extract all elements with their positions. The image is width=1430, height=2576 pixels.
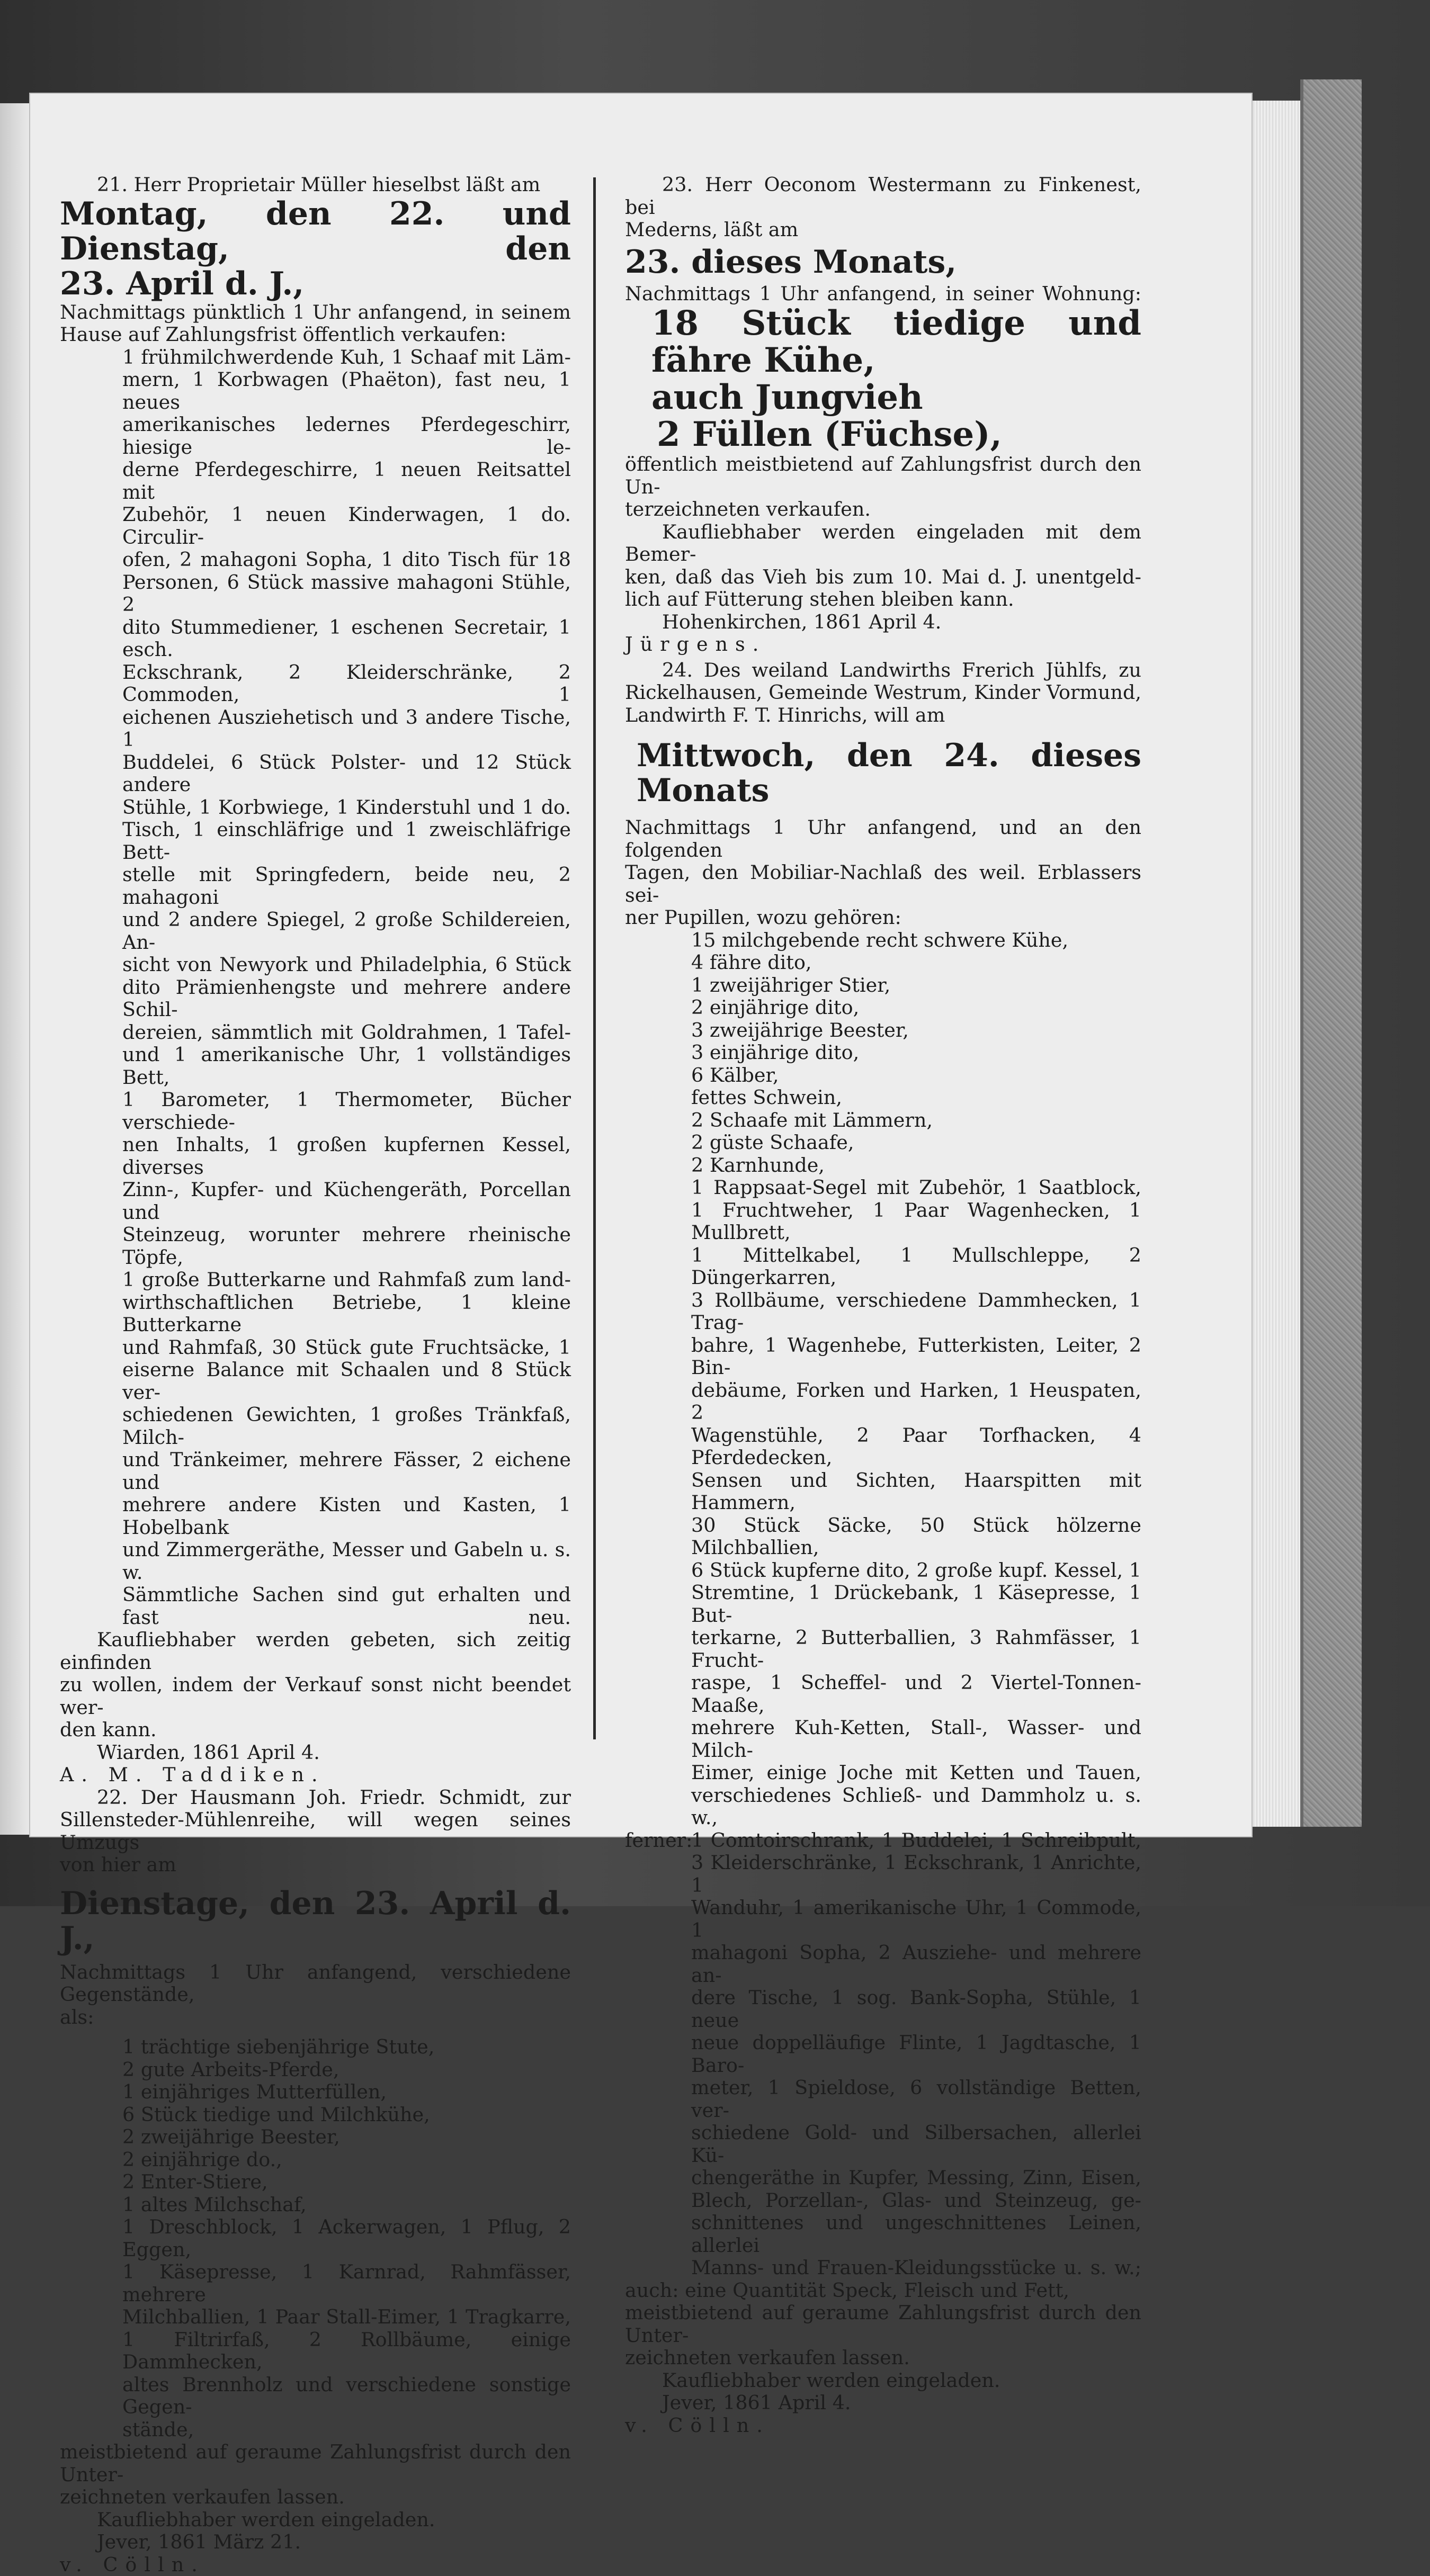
ad-24-intro: 24. Des weiland Landwirths Frerich Jühlfs, zu <box>625 659 1141 682</box>
ad-24-close: zeichneten verkaufen lassen. <box>625 2347 1141 2369</box>
ad-23-note: Kaufliebhaber werden eingeladen mit dem Bemer- <box>625 521 1141 566</box>
ad-21-date-line-2: 23. April d. J., <box>60 266 571 301</box>
list-item: dito Stummediener, 1 eschenen Secretair, 1 esch. <box>122 616 571 661</box>
ad-23-headline-youngstock: auch Jungvieh <box>651 379 1141 416</box>
ad-24-body: Nachmittags 1 Uhr anfangend, und an den folgenden <box>625 816 1141 861</box>
ad-24-close: meistbietend auf geraume Zahlungsfrist durch den Unter- <box>625 2302 1141 2347</box>
ad-22-intro: Sillensteder-Mühlenreihe, will wegen seines Umzugs <box>60 1809 571 1854</box>
list-item: Eimer, einige Joche mit Ketten und Tauen, <box>691 1762 1141 1784</box>
list-item: Zubehör, 1 neuen Kinderwagen, 1 do. Circulir- <box>122 504 571 549</box>
ad-22-body: Nachmittags 1 Uhr anfangend, verschiedene Gegenstände, <box>60 1961 571 2006</box>
ad-23-body: Nachmittags 1 Uhr anfangend, in seiner Wohnung: <box>625 283 1141 306</box>
ad-21-close: den kann. <box>60 1719 571 1742</box>
ad-24-body: Tagen, den Mobiliar-Nachlaß des weil. Erblassers sei- <box>625 861 1141 906</box>
list-item: Sämmtliche Sachen sind gut erhalten und fast neu. <box>122 1584 571 1629</box>
ad-23-body: öffentlich meistbietend auf Zahlungsfrist durch den Un- <box>625 453 1141 498</box>
ad-22-close: meistbietend auf geraume Zahlungsfrist durch den Unter- <box>60 2441 571 2486</box>
list-item: 1 einjähriges Mutterfüllen, <box>122 2081 571 2104</box>
list-item: Buddelei, 6 Stück Polster- und 12 Stück andere <box>122 751 571 796</box>
list-item: Personen, 6 Stück massive mahagoni Stühle, 2 <box>122 571 571 616</box>
ad-24-place-date: Jever, 1861 April 4. <box>625 2392 1141 2415</box>
ad-24-items <box>691 929 1141 1829</box>
list-item: dito Prämienhengste und mehrere andere Schil- <box>122 976 571 1021</box>
list-item: 2 gute Arbeits-Pferde, <box>122 2059 571 2081</box>
list-item: 6 Kälber, <box>691 1064 1141 1087</box>
list-item: und Tränkeimer, mehrere Fässer, 2 eichene und <box>122 1449 571 1494</box>
list-item: 1 frühmilchwerdende Kuh, 1 Schaaf mit Läm- <box>122 346 571 369</box>
ad-21-body: Nachmittags pünktlich 1 Uhr anfangend, in seinem <box>60 301 571 324</box>
list-item: Sensen und Sichten, Haarspitten mit Hammern, <box>691 1469 1141 1514</box>
left-column <box>60 174 571 2576</box>
right-column <box>625 174 1141 2437</box>
ad-22-signature: v. Cölln. <box>60 2554 571 2576</box>
list-item: Wagenstühle, 2 Paar Torfhacken, 4 Pferdedecken, <box>691 1424 1141 1469</box>
list-item: chengeräthe in Kupfer, Messing, Zinn, Eisen, <box>691 2167 1141 2189</box>
list-item: 1 Mittelkabel, 1 Mullschleppe, 2 Düngerkarren, <box>691 1244 1141 1289</box>
ad-22-invite: Kaufliebhaber werden eingeladen. <box>60 2509 571 2532</box>
list-item: 1 altes Milchschaf, <box>122 2194 571 2216</box>
list-item: wirthschaftlichen Betriebe, 1 kleine Butterkarne <box>122 1291 571 1336</box>
list-item: mehrere Kuh-Ketten, Stall-, Wasser- und Milch- <box>691 1717 1141 1762</box>
list-item: mehrere andere Kisten und Kasten, 1 Hobelbank <box>122 1494 571 1539</box>
ad-23-date-line: 23. dieses Monats, <box>625 245 1141 280</box>
ad-23-body: terzeichneten verkaufen. <box>625 498 1141 521</box>
list-item: 1 trächtige siebenjährige Stute, <box>122 2036 571 2059</box>
list-item: und Zimmergeräthe, Messer und Gabeln u. s. w. <box>122 1539 571 1584</box>
list-item: fettes Schwein, <box>691 1087 1141 1109</box>
list-item: meter, 1 Spieldose, 6 vollständige Betten, ver- <box>691 2077 1141 2122</box>
list-item: stände, <box>122 2419 571 2442</box>
ad-22-intro: 22. Der Hausmann Joh. Friedr. Schmidt, zur <box>60 1787 571 1809</box>
list-item: neue doppelläufige Flinte, 1 Jagdtasche, 1 Baro- <box>691 2032 1141 2077</box>
ad-24-date-line: Mittwoch, den 24. dieses Monats <box>637 738 1141 808</box>
ad-23-place-date: Hohenkirchen, 1861 April 4. <box>625 611 1141 634</box>
list-item: 2 Karnhunde, <box>691 1154 1141 1177</box>
column-divider <box>593 177 596 1739</box>
list-item: schiedenen Gewichten, 1 großes Tränkfaß, Milch- <box>122 1404 571 1449</box>
ad-23-note: lich auf Fütterung stehen bleiben kann. <box>625 588 1141 611</box>
list-item: und 2 andere Spiegel, 2 große Schildereien, An- <box>122 909 571 954</box>
ad-24-body: ner Pupillen, wozu gehören: <box>625 906 1141 929</box>
ad-24-further-items <box>625 1829 1141 2279</box>
list-item: 15 milchgebende recht schwere Kühe, <box>691 929 1141 952</box>
list-item: 1 Barometer, 1 Thermometer, Bücher verschiede- <box>122 1089 571 1134</box>
list-item: stelle mit Springfedern, beide neu, 2 mahagoni <box>122 864 571 909</box>
ad-23-intro: Mederns, läßt am <box>625 219 1141 241</box>
ad-22-date-line: Dienstage, den 23. April d. J., <box>60 1886 571 1956</box>
list-item: verschiedenes Schließ- und Dammholz u. s. w., <box>691 1784 1141 1829</box>
list-item: altes Brennholz und verschiedene sonstige Gegen- <box>122 2374 571 2419</box>
ad-24-intro: Rickelhausen, Gemeinde Westrum, Kinder Vormund, <box>625 681 1141 704</box>
list-item: mahagoni Sopha, 2 Ausziehe- und mehrere an- <box>691 1942 1141 1987</box>
list-item: Eckschrank, 2 Kleiderschränke, 2 Commoden, 1 <box>122 661 571 706</box>
book-cover <box>1300 79 1362 1827</box>
list-item: Stühle, 1 Korbwiege, 1 Kinderstuhl und 1 do. <box>122 796 571 819</box>
list-item: 6 Stück tiedige und Milchkühe, <box>122 2104 571 2126</box>
ad-21-close: zu wollen, indem der Verkauf sonst nicht beendet wer- <box>60 1674 571 1719</box>
list-item: schiedene Gold- und Silbersachen, allerlei Kü- <box>691 2122 1141 2167</box>
list-item: 4 fähre dito, <box>691 952 1141 974</box>
ad-21-date-line-1: Montag, den 22. und Dienstag, den <box>60 196 571 266</box>
list-item: 3 Rollbäume, verschiedene Dammhecken, 1 Trag- <box>691 1289 1141 1334</box>
list-item: 3 Kleiderschränke, 1 Eckschrank, 1 Anrichte, 1 <box>691 1852 1141 1897</box>
list-item: Wanduhr, 1 amerikanische Uhr, 1 Commode, 1 <box>691 1897 1141 1942</box>
ad-21-intro: 21. Herr Proprietair Müller hieselbst läßt am <box>60 174 571 196</box>
list-item: derne Pferdegeschirre, 1 neuen Reitsattel mit <box>122 459 571 504</box>
list-item: Milchballien, 1 Paar Stall-Eimer, 1 Tragkarre, <box>122 2306 571 2329</box>
list-item: eichenen Ausziehetisch und 3 andere Tische, 1 <box>122 706 571 751</box>
list-item: Tisch, 1 einschläfrige und 1 zweischläfrige Bett- <box>122 819 571 864</box>
list-item: raspe, 1 Scheffel- und 2 Viertel-Tonnen-Maaße, <box>691 1672 1141 1717</box>
ad-24-also: auch: eine Quantität Speck, Fleisch und Fett, <box>625 2279 1141 2302</box>
ad-24-invite: Kaufliebhaber werden eingeladen. <box>625 2369 1141 2392</box>
list-item: debäume, Forken und Harken, 1 Heuspaten, 2 <box>691 1379 1141 1424</box>
list-item: 3 einjährige dito, <box>691 1042 1141 1064</box>
ad-24-further-label: ferner: <box>625 1829 692 1852</box>
ad-24-signature: v. Cölln. <box>625 2415 1141 2437</box>
list-item: 2 güste Schaafe, <box>691 1132 1141 1154</box>
left-page-edge <box>0 103 32 1835</box>
list-item: ofen, 2 mahagoni Sopha, 1 dito Tisch für 18 <box>122 549 571 571</box>
list-item: 1 Fruchtweher, 1 Paar Wagenhecken, 1 Mullbrett, <box>691 1199 1141 1244</box>
ad-22-body: als: <box>60 2006 571 2029</box>
list-item: 2 einjährige dito, <box>691 997 1141 1019</box>
list-item: sicht von Newyork und Philadelphia, 6 Stück <box>122 954 571 976</box>
list-item: terkarne, 2 Butterballien, 3 Rahmfässer, 1 Frucht- <box>691 1627 1141 1672</box>
list-item: 1 große Butterkarne und Rahmfaß zum land- <box>122 1269 571 1291</box>
list-item: und 1 amerikanische Uhr, 1 vollständiges Bett, <box>122 1044 571 1089</box>
list-item: 1 Käsepresse, 1 Karnrad, Rahmfässer, mehrere <box>122 2261 571 2306</box>
list-item: Zinn-, Kupfer- und Küchengeräth, Porcellan und <box>122 1179 571 1224</box>
list-item: Steinzeug, worunter mehrere rheinische Töpfe, <box>122 1224 571 1269</box>
ad-22-intro: von hier am <box>60 1854 571 1877</box>
list-item: 1 Rappsaat-Segel mit Zubehör, 1 Saatblock, <box>691 1177 1141 1199</box>
list-item: und Rahmfaß, 30 Stück gute Fruchtsäcke, 1 <box>122 1336 571 1359</box>
list-item: Blech, Porzellan-, Glas- und Steinzeug, ge- <box>691 2189 1141 2212</box>
list-item: 2 Schaafe mit Lämmern, <box>691 1109 1141 1132</box>
ad-21-signature: A. M. Taddiken. <box>60 1764 571 1787</box>
list-item: Manns- und Frauen-Kleidungsstücke u. s. w.; <box>691 2257 1141 2279</box>
list-item: 1 Dreschblock, 1 Ackerwagen, 1 Pflug, 2 Eggen, <box>122 2216 571 2261</box>
ad-23-intro: 23. Herr Oeconom Westermann zu Finkenest, bei <box>625 174 1141 219</box>
list-item: amerikanisches ledernes Pferdegeschirr, hiesige le- <box>122 414 571 459</box>
list-item: schnittenes und ungeschnittenes Leinen, allerlei <box>691 2212 1141 2257</box>
list-item: 1 Comtoirschrank, 1 Buddelei, 1 Schreibpult, <box>691 1829 1141 1852</box>
list-item: 2 einjährige do., <box>122 2149 571 2171</box>
list-item: nen Inhalts, 1 großen kupfernen Kessel, diverses <box>122 1134 571 1179</box>
ad-23-note: ken, daß das Vieh bis zum 10. Mai d. J. unentgeld- <box>625 566 1141 589</box>
list-item: dereien, sämmtlich mit Goldrahmen, 1 Tafel- <box>122 1021 571 1044</box>
ad-23-headline-foals: 2 Füllen (Füchse), <box>657 416 1141 453</box>
ad-23-signature: Jürgens. <box>625 633 1141 656</box>
ad-21-close: Kaufliebhaber werden gebeten, sich zeitig einfinden <box>60 1629 571 1674</box>
list-item: bahre, 1 Wagenhebe, Futterkisten, Leiter, 2 Bin- <box>691 1334 1141 1379</box>
list-item: dere Tische, 1 sog. Bank-Sopha, Stühle, 1 neue <box>691 1987 1141 2032</box>
ad-22-items <box>122 2036 571 2441</box>
list-item: Stremtine, 1 Drückebank, 1 Käsepresse, 1 But- <box>691 1582 1141 1627</box>
ad-21-body: Hause auf Zahlungsfrist öffentlich verkaufen: <box>60 324 571 346</box>
list-item: 3 zweijährige Beester, <box>691 1019 1141 1042</box>
list-item: 1 zweijähriger Stier, <box>691 974 1141 997</box>
ad-22-place-date: Jever, 1861 März 21. <box>60 2531 571 2554</box>
ad-21-place-date: Wiarden, 1861 April 4. <box>60 1742 571 1764</box>
list-item: eiserne Balance mit Schaalen und 8 Stück ver- <box>122 1359 571 1404</box>
list-item: 30 Stück Säcke, 50 Stück hölzerne Milchballien, <box>691 1514 1141 1559</box>
list-item: 6 Stück kupferne dito, 2 große kupf. Kessel, 1 <box>691 1559 1141 1582</box>
list-item: 2 zweijährige Beester, <box>122 2126 571 2149</box>
ad-24-intro: Landwirth F. T. Hinrichs, will am <box>625 704 1141 727</box>
ad-21-items <box>122 346 571 1629</box>
list-item: mern, 1 Korbwagen (Phaëton), fast neu, 1 neues <box>122 369 571 414</box>
ad-23-headline-cows: 18 Stück tiedige und fähre Kühe, <box>651 305 1141 379</box>
ad-22-close: zeichneten verkaufen lassen. <box>60 2486 571 2509</box>
list-item: 1 Filtrirfaß, 2 Rollbäume, einige Dammhecken, <box>122 2329 571 2374</box>
list-item: 2 Enter-Stiere, <box>122 2171 571 2194</box>
